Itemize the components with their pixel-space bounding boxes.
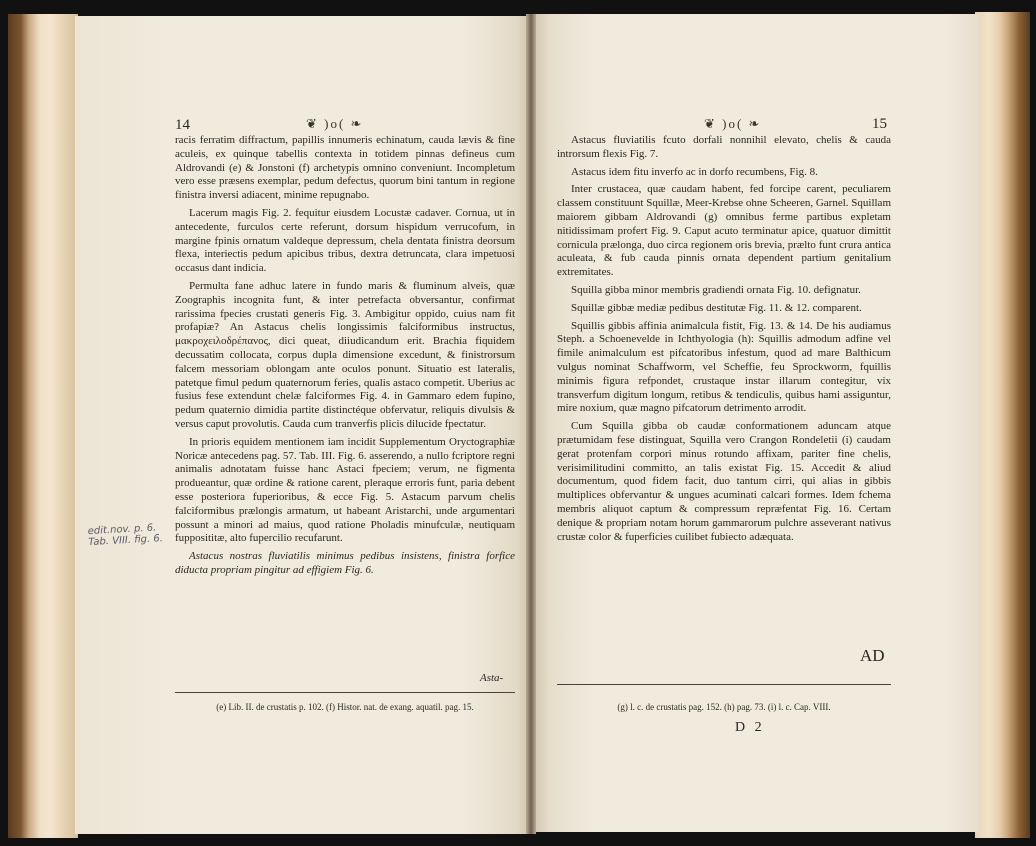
right-text-column	[557, 134, 891, 548]
left-paragraph: Permulta fane adhuc latere in fundo maris & fluminum alveis, quæ Zoographis incognita funt, & inter petrefacta obversantur, confirmat rarissima fpecies crustati generis Fig. 3. Ambigitur oppido, cuius nam fit profapiæ? An Astacus chelis longissimis falciformibus instructus, μακροχειλοδρέπανος, dici queat, diiudicandum erit. Brachia fiquidem decussatim collocata, corpus dupla dimensione excedunt, & finistrorsum falcem messoriam oblongam ante oculos ponunt. Situatio est lateralis, patetque fimul pedum quaternorum feries, qualis astaco competit. Uberius ac fusius fese extendunt chelæ falciformes Fig. 4. in Gammaro edem fupino, pedum quaternio dimidia partite distinctéque obfervatur, reliquis divulsis & versus caput provolutis. Cauda cum tranverfis plicis dilucide fpectatur.	[175, 279, 515, 430]
left-footnote-rule	[175, 692, 515, 693]
right-paragraph: Squillis gibbis affinia animalcula fistit, Fig. 13. & 14. De his audiamus Steph. a Schoenevelde in Ichthyologia (h): Squillis admodum adfine vel fimile animalculum est pifcatoribus infestum, quod ad mare Balthicum vulgus nominat Schaffworm, vel Scheffie, feu Sprockworm, fquillis minimis figura refpondet, crustaque instar illarum contegitur, vix transverfum digitum longum, retibus & tendiculis, quibus hami assiguntur, mire noxium, quæ magno pifcatorum detrimento arrodit.	[557, 319, 891, 415]
right-footnote-rule	[557, 684, 891, 685]
book-edge-left	[8, 14, 78, 838]
right-paragraph: Astacus idem fitu inverfo ac in dorfo recumbens, Fig. 8.	[571, 165, 818, 178]
right-paragraph: Squillæ gibbæ mediæ pedibus destitutæ Fig. 11. & 12. comparent.	[571, 301, 862, 314]
book-edge-right	[975, 12, 1030, 838]
left-margin-note: edit.nov. p. 6. Tab. VIII. fig. 6.	[87, 522, 164, 549]
left-paragraph: Astacus nostras fluviatilis minimus pedibus insistens, finistra forfice diducta propriam pingitur ad effigiem Fig. 6.	[175, 550, 515, 576]
left-ornament: ❦ )o( ❧	[306, 116, 364, 131]
book-gutter	[526, 14, 536, 834]
right-footnotes: (g) l. c. de crustatis pag. 152. (h) pag. 73. (i) l. c. Cap. VIII.	[617, 702, 831, 712]
right-catchword: AD	[860, 646, 885, 665]
left-paragraph: In prioris equidem mentionem iam incidit Supplementum Oryctographiæ Noricæ antecedens pag. 57. Tab. III. Fig. 6. asserendo, a nullo fcriptore regni animalis adnotatam fuisse hanc Astaci fpeciem; verum, ne figmenta produeantur, quæ ordine & ratione carent, pleraque erroris funt, paria debent esse posteriora fuperioribus, & ecce Fig. 5. Astacum parvum chelis falciformibus prælongis armatum, ut habeant Aristarchi, unde argumentari possunt a minori ad maius, quod ratione Pholadis minufculæ, neutiquam fupposititæ, alto fupercilio recufarunt.	[175, 435, 515, 545]
left-catchword: Asta-	[480, 672, 504, 684]
right-ornament: ❦ )o( ❧	[704, 116, 762, 131]
left-footnotes: (e) Lib. II. de crustatis p. 102. (f) Histor. nat. de exang. aquatil. pag. 15.	[216, 702, 474, 712]
right-paragraph: Inter crustacea, quæ caudam habent, fed forcipe carent, peculiarem classem constituunt Squillæ, Meer-Krebse ohne Scheeren, Garnel. Squillam maiorem gibbam Aldrovandi (g) omnibus ferme partibus expletam nitidissimam profert Fig. 9. Caput acuto terminatur apice, quatuor dimittit cornicula prælonga, duo circa regionem oris brevia, prælto funt crura antica aculeata, & fub cauda pinnis ornata dependent partium genitalium extremitates.	[557, 183, 891, 279]
left-paragraph: Lacerum magis Fig. 2. fequitur eiusdem Locustæ cadaver. Cornua, ut in antecedente, furculos certe referunt, dorsum hispidum verrucofum, in margine fpinis ornatum valdeque depressum, chela dentata finistra deorsum flexa, interiectis pedum apicibus tribus, dextra detruncata, clara impetuosi occasus dant indicia.	[175, 206, 515, 275]
left-page-number: 14	[175, 117, 190, 133]
signature-mark: D 2	[735, 720, 765, 735]
right-paragraph: Squilla gibba minor membris gradiendi ornata Fig. 10. defignatur.	[571, 283, 861, 296]
left-text-column	[175, 134, 515, 582]
right-paragraph: Cum Squilla gibba ob caudæ conformationem aduncam atque prætumidam fese distinguat, Squilla vero Crangon Rondeletii (i) caudam gerat protenfam corpori minus rotundo affixam, pariter fine chelis, verisimilitudini committo, an talis existat Fig. 15. Accedit & aliud documentum, quod fidem facit, duo tantum cirri, qui alias in gibbis multiplices obfervantur & ungues acuminati calcari formes. Idem fchema membris aliquot captum & compressum repræfentat Fig. 16. Certam denique & propriam notam horum gammarorum pulchre asseverant nativus crustæ color & fuperficies cuilibet fubiecto adæquata.	[557, 420, 891, 543]
right-page-number: 15	[872, 116, 887, 132]
right-paragraph: Astacus fluviatilis fcuto dorfali nonnihil elevato, chelis & cauda introrsum flexis Fig. 7.	[557, 134, 891, 160]
left-paragraph: racis ferratim diffractum, papillis innumeris echinatum, cauda lævis & fine aculeis, ex quinque tabellis contexta in totidem pinnas defineus cum Aldrovandi (e) & Jonstoni (f) archetypis omnino conveniunt. Incompletum vero esse præsens exemplar, pedum defectus, quorum bini tantum in regione finistra inversi adiacent, minime repugnabo.	[175, 134, 515, 202]
